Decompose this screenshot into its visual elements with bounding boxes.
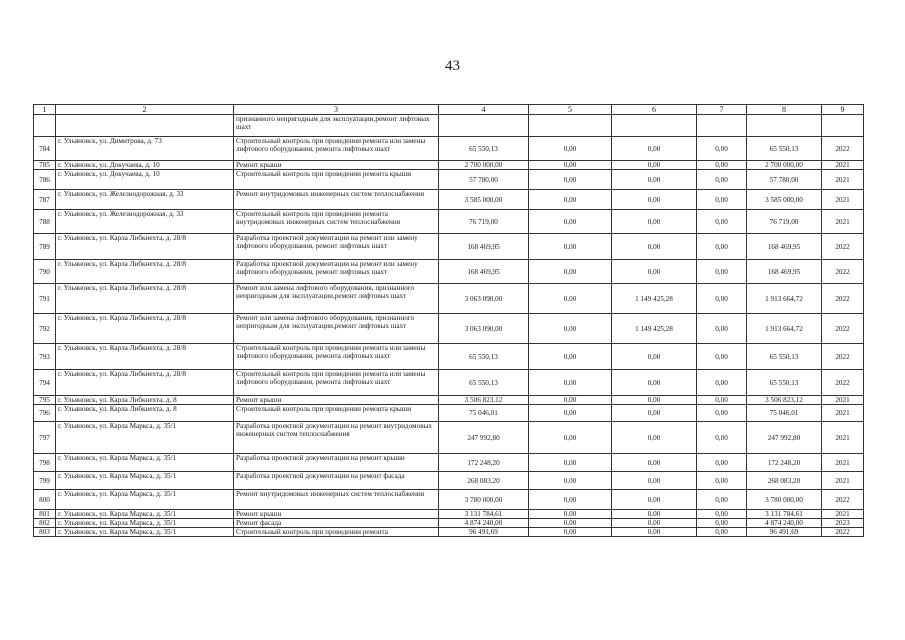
year-cell: 2023 [822,519,864,528]
year-cell: 2021 [822,405,864,422]
fund-column-8-cell: 57 780,00 [747,170,822,190]
work-type-cell: Ремонт крыши [234,396,439,405]
register-table [33,104,864,537]
fund-column-7-cell [697,115,747,137]
row-number: 794 [34,370,56,396]
cost-total-cell: 247 992,80 [439,422,529,454]
column-header: 4 [439,105,529,115]
header-row [34,105,864,115]
cost-total-cell: 3 780 000,00 [439,490,529,510]
year-cell: 2021 [822,472,864,490]
address-cell: г. Ульяновск, ул. Карла Либкнехта, д. 28/8 [56,234,234,260]
work-type-cell: Разработка проектной документации на ремонт внутридомовых инженерных систем теплоснабжения [234,422,439,454]
column-header: 2 [56,105,234,115]
cost-total-cell: 3 063 090,00 [439,284,529,314]
fund-column-6-cell: 1 149 425,28 [612,314,697,344]
fund-column-6-cell: 0,00 [612,260,697,284]
address-cell: г. Ульяновск, ул. Карла Либкнехта, д. 8 [56,405,234,422]
fund-column-8-cell: 65 550,13 [747,344,822,370]
year-cell: 2022 [822,234,864,260]
cost-total-cell: 3 506 823,12 [439,396,529,405]
work-type-cell: Строительный контроль при проведении ремонта или замены лифтового оборудования, ремонта лифтовых шахт [234,370,439,396]
fund-column-6-cell: 0,00 [612,510,697,519]
work-type-cell: Строительный контроль при проведении ремонта внутридомовых инженерных систем теплоснабжения [234,210,439,234]
year-cell: 2022 [822,284,864,314]
table-row [34,115,864,137]
cost-total-cell: 3 585 000,00 [439,190,529,210]
table-row [34,314,864,344]
year-cell: 2022 [822,370,864,396]
row-number: 790 [34,260,56,284]
fund-column-8-cell: 3 131 784,61 [747,510,822,519]
fund-column-5-cell: 0,00 [529,528,612,537]
row-number: 800 [34,490,56,510]
table-row [34,370,864,396]
work-type-cell: Ремонт внутридомовых инженерных систем теплоснабжения [234,190,439,210]
fund-column-5-cell: 0,00 [529,370,612,396]
fund-column-5-cell: 0,00 [529,161,612,170]
row-number: 799 [34,472,56,490]
fund-column-8-cell: 76 719,00 [747,210,822,234]
table-row [34,405,864,422]
fund-column-8-cell: 65 550,13 [747,370,822,396]
table-row [34,284,864,314]
year-cell: 2021 [822,454,864,472]
fund-column-8-cell: 247 992,80 [747,422,822,454]
row-number: 786 [34,170,56,190]
fund-column-8-cell: 65 550,13 [747,137,822,161]
work-type-cell: Строительный контроль при проведении ремонта или замены лифтового оборудования, ремонта лифтовых шахт [234,344,439,370]
fund-column-6-cell: 0,00 [612,137,697,161]
row-number: 803 [34,528,56,537]
cost-total-cell [439,115,529,137]
cost-total-cell: 2 700 000,00 [439,161,529,170]
address-cell: г. Ульяновск, ул. Карла Либкнехта, д. 28/8 [56,314,234,344]
fund-column-7-cell: 0,00 [697,161,747,170]
fund-column-7-cell: 0,00 [697,422,747,454]
cost-total-cell: 3 063 090,00 [439,314,529,344]
row-number: 784 [34,137,56,161]
table-row [34,490,864,510]
row-number: 791 [34,284,56,314]
fund-column-7-cell: 0,00 [697,472,747,490]
fund-column-6-cell: 0,00 [612,234,697,260]
fund-column-8-cell: 268 083,20 [747,472,822,490]
fund-column-5-cell: 0,00 [529,314,612,344]
fund-column-6-cell: 0,00 [612,519,697,528]
cost-total-cell: 65 550,13 [439,137,529,161]
fund-column-6-cell: 0,00 [612,170,697,190]
row-number: 793 [34,344,56,370]
fund-column-5-cell: 0,00 [529,454,612,472]
row-number: 801 [34,510,56,519]
fund-column-5-cell: 0,00 [529,234,612,260]
work-type-cell: Ремонт внутридомовых инженерных систем теплоснабжения [234,490,439,510]
fund-column-6-cell: 1 149 425,28 [612,284,697,314]
fund-column-6-cell: 0,00 [612,454,697,472]
address-cell: г. Ульяновск, ул. Карла Маркса, д. 35/1 [56,422,234,454]
year-cell: 2022 [822,344,864,370]
cost-total-cell: 4 874 240,00 [439,519,529,528]
row-number: 787 [34,190,56,210]
fund-column-8-cell [747,115,822,137]
fund-column-7-cell: 0,00 [697,519,747,528]
address-cell: г. Ульяновск, ул. Карла Либкнехта, д. 28/8 [56,344,234,370]
cost-total-cell: 65 550,13 [439,370,529,396]
fund-column-6-cell: 0,00 [612,490,697,510]
work-type-cell: Строительный контроль при проведении ремонта или замены лифтового оборудования, ремонта лифтовых шахт [234,137,439,161]
fund-column-7-cell: 0,00 [697,490,747,510]
work-type-cell: Ремонт или замена лифтового оборудования, признанного непригодным для эксплуатации,ремонт лифтовых шахт [234,284,439,314]
row-number: 785 [34,161,56,170]
table-row [34,344,864,370]
fund-column-6-cell: 0,00 [612,422,697,454]
address-cell: г. Ульяновск, ул. Карла Маркса, д. 35/1 [56,528,234,537]
fund-column-6-cell: 0,00 [612,370,697,396]
fund-column-8-cell: 1 913 664,72 [747,314,822,344]
fund-column-7-cell: 0,00 [697,284,747,314]
year-cell: 2022 [822,137,864,161]
row-number [34,115,56,137]
row-number: 796 [34,405,56,422]
page-number: 43 [445,58,460,74]
work-type-cell: Ремонт крыши [234,510,439,519]
fund-column-6-cell: 0,00 [612,344,697,370]
table-row [34,210,864,234]
fund-column-7-cell: 0,00 [697,344,747,370]
work-type-cell: Ремонт фасада [234,519,439,528]
fund-column-7-cell: 0,00 [697,370,747,396]
table-row [34,170,864,190]
year-cell: 2022 [822,490,864,510]
fund-column-8-cell: 2 700 000,00 [747,161,822,170]
address-cell: г. Ульяновск, ул. Димитрова, д. 73 [56,137,234,161]
table-row [34,234,864,260]
fund-column-7-cell: 0,00 [697,314,747,344]
year-cell: 2022 [822,314,864,344]
fund-column-6-cell: 0,00 [612,472,697,490]
address-cell: г. Ульяновск, ул. Карла Либкнехта, д. 28/8 [56,284,234,314]
fund-column-6-cell: 0,00 [612,210,697,234]
cost-total-cell: 268 083,20 [439,472,529,490]
table-row [34,454,864,472]
row-number: 798 [34,454,56,472]
fund-column-7-cell: 0,00 [697,510,747,519]
fund-column-5-cell: 0,00 [529,422,612,454]
year-cell: 2021 [822,170,864,190]
work-type-cell: Строительный контроль при проведении ремонта крыши [234,170,439,190]
table-row [34,528,864,537]
fund-column-8-cell: 1 913 664,72 [747,284,822,314]
fund-column-8-cell: 3 506 823,12 [747,396,822,405]
column-header: 9 [822,105,864,115]
cost-total-cell: 172 248,20 [439,454,529,472]
cost-total-cell: 57 780,00 [439,170,529,190]
fund-column-8-cell: 172 248,20 [747,454,822,472]
fund-column-8-cell: 96 491,69 [747,528,822,537]
fund-column-5-cell: 0,00 [529,396,612,405]
fund-column-5-cell: 0,00 [529,510,612,519]
address-cell: г. Ульяновск, ул. Докучаева, д. 10 [56,170,234,190]
fund-column-8-cell: 75 046,01 [747,405,822,422]
year-cell: 2021 [822,396,864,405]
fund-column-8-cell: 4 874 240,00 [747,519,822,528]
column-header: 5 [529,105,612,115]
fund-column-5-cell: 0,00 [529,284,612,314]
fund-column-5-cell: 0,00 [529,260,612,284]
fund-column-7-cell: 0,00 [697,405,747,422]
fund-column-5-cell: 0,00 [529,490,612,510]
year-cell: 2022 [822,528,864,537]
column-header: 8 [747,105,822,115]
cost-total-cell: 3 131 784,61 [439,510,529,519]
column-header: 6 [612,105,697,115]
fund-column-5-cell: 0,00 [529,519,612,528]
table-row [34,137,864,161]
fund-column-6-cell: 0,00 [612,396,697,405]
fund-column-7-cell: 0,00 [697,396,747,405]
table-row [34,422,864,454]
fund-column-6-cell: 0,00 [612,405,697,422]
table-row [34,510,864,519]
row-number: 802 [34,519,56,528]
work-type-cell: Строительный контроль при проведении ремонта [234,528,439,537]
fund-column-7-cell: 0,00 [697,528,747,537]
address-cell: г. Ульяновск, ул. Карла Маркса, д. 35/1 [56,472,234,490]
fund-column-6-cell: 0,00 [612,190,697,210]
fund-column-7-cell: 0,00 [697,260,747,284]
row-number: 792 [34,314,56,344]
year-cell: 2021 [822,210,864,234]
work-type-cell: Разработка проектной документации на ремонт крыши [234,454,439,472]
column-header: 1 [34,105,56,115]
year-cell: 2021 [822,190,864,210]
fund-column-5-cell: 0,00 [529,170,612,190]
table-row [34,519,864,528]
address-cell: г. Ульяновск, ул. Железнодорожная, д. 33 [56,210,234,234]
fund-column-8-cell: 168 469,95 [747,234,822,260]
address-cell: г. Ульяновск, ул. Карла Маркса, д. 35/1 [56,519,234,528]
address-cell: г. Ульяновск, ул. Карла Либкнехта, д. 8 [56,396,234,405]
year-cell: 2021 [822,161,864,170]
fund-column-5-cell: 0,00 [529,210,612,234]
fund-column-5-cell: 0,00 [529,137,612,161]
address-cell [56,115,234,137]
work-type-cell: Разработка проектной документации на ремонт фасада [234,472,439,490]
fund-column-8-cell: 3 585 000,00 [747,190,822,210]
fund-column-6-cell: 0,00 [612,161,697,170]
work-type-cell: признанного непригодным для эксплуатации,ремонт лифтовых шахт [234,115,439,137]
fund-column-7-cell: 0,00 [697,190,747,210]
year-cell [822,115,864,137]
table-row [34,472,864,490]
cost-total-cell: 96 491,69 [439,528,529,537]
fund-column-6-cell [612,115,697,137]
row-number: 795 [34,396,56,405]
work-type-cell: Строительный контроль при проведении ремонта крыши [234,405,439,422]
address-cell: г. Ульяновск, ул. Железнодорожная, д. 33 [56,190,234,210]
address-cell: г. Ульяновск, ул. Карла Маркса, д. 35/1 [56,510,234,519]
address-cell: г. Ульяновск, ул. Докучаева, д. 10 [56,161,234,170]
fund-column-8-cell: 3 780 000,00 [747,490,822,510]
row-number: 797 [34,422,56,454]
address-cell: г. Ульяновск, ул. Карла Либкнехта, д. 28/8 [56,370,234,396]
fund-column-5-cell: 0,00 [529,472,612,490]
column-header: 7 [697,105,747,115]
fund-column-5-cell: 0,00 [529,190,612,210]
table-row [34,396,864,405]
address-cell: г. Ульяновск, ул. Карла Маркса, д. 35/1 [56,490,234,510]
fund-column-6-cell: 0,00 [612,528,697,537]
fund-column-8-cell: 168 469,95 [747,260,822,284]
year-cell: 2022 [822,260,864,284]
column-header: 3 [234,105,439,115]
address-cell: г. Ульяновск, ул. Карла Либкнехта, д. 28/8 [56,260,234,284]
fund-column-5-cell: 0,00 [529,344,612,370]
row-number: 789 [34,234,56,260]
fund-column-5-cell [529,115,612,137]
fund-column-7-cell: 0,00 [697,170,747,190]
cost-total-cell: 75 046,01 [439,405,529,422]
row-number: 788 [34,210,56,234]
work-type-cell: Разработка проектной документации на ремонт или замену лифтового оборудования, ремонт лифтовых шахт [234,260,439,284]
year-cell: 2021 [822,422,864,454]
address-cell: г. Ульяновск, ул. Карла Маркса, д. 35/1 [56,454,234,472]
cost-total-cell: 168 469,95 [439,234,529,260]
fund-column-7-cell: 0,00 [697,454,747,472]
fund-column-7-cell: 0,00 [697,137,747,161]
fund-column-7-cell: 0,00 [697,210,747,234]
fund-column-5-cell: 0,00 [529,405,612,422]
table-row [34,190,864,210]
cost-total-cell: 65 550,13 [439,344,529,370]
table-row [34,260,864,284]
fund-column-7-cell: 0,00 [697,234,747,260]
table-row [34,161,864,170]
cost-total-cell: 76 719,00 [439,210,529,234]
work-type-cell: Разработка проектной документации на ремонт или замену лифтового оборудования, ремонт лифтовых шахт [234,234,439,260]
year-cell: 2021 [822,510,864,519]
work-type-cell: Ремонт или замена лифтового оборудования, признанного непригодным для эксплуатации,ремонт лифтовых шахт [234,314,439,344]
cost-total-cell: 168 469,95 [439,260,529,284]
work-type-cell: Ремонт крыши [234,161,439,170]
